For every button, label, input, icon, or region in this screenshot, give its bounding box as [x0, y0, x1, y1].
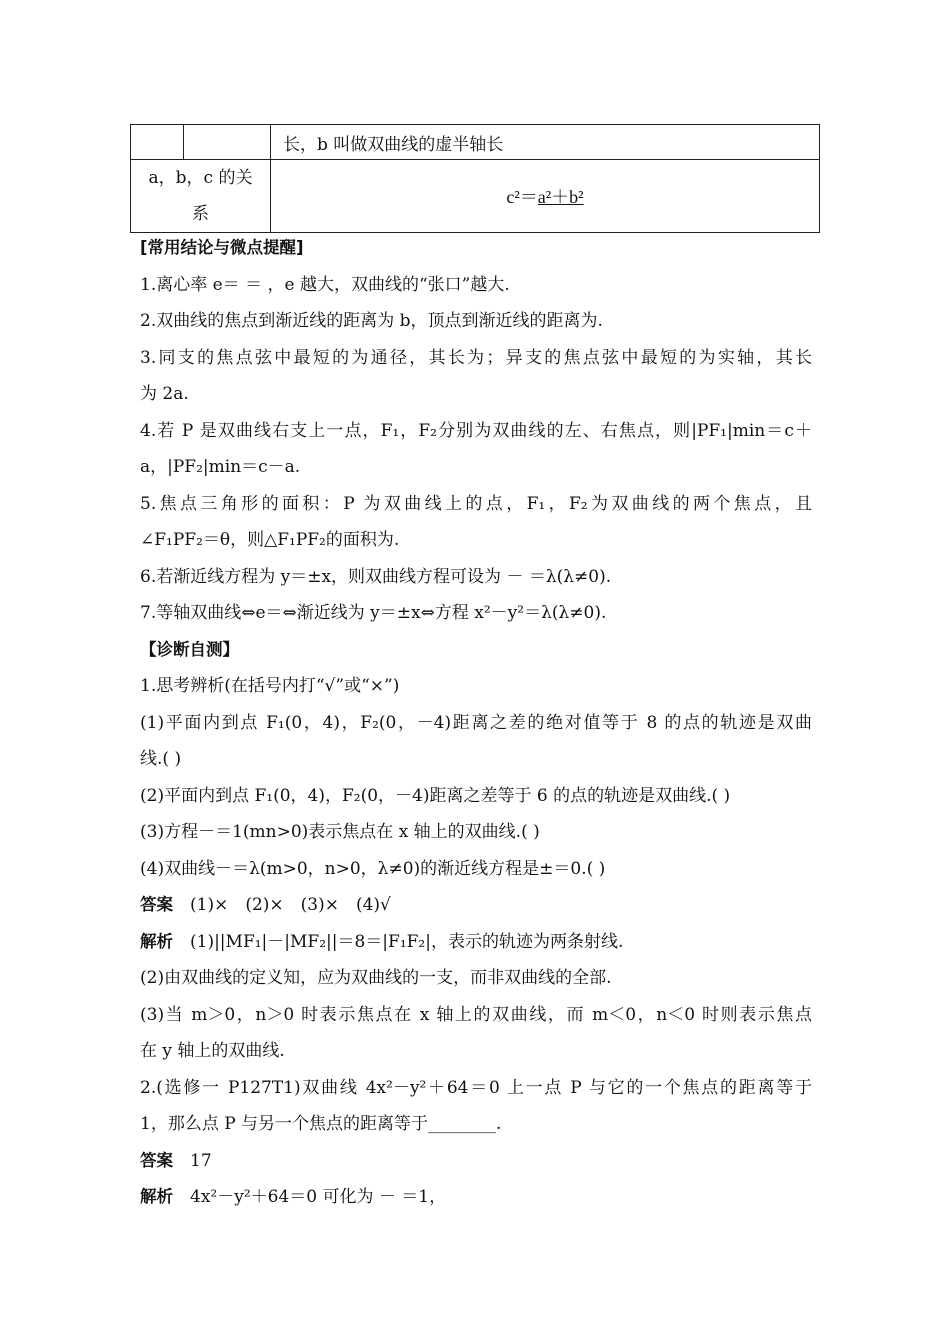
question-text: 2.(选修一 P127T1)双曲线 4x²－y²＋64＝0 上一点 P 与它的一个焦点的距离等于 — [140, 1077, 812, 1098]
table-cell — [184, 125, 271, 160]
list-item: 3.同支的焦点弦中最短的为通径，其长为；异支的焦点弦中最短的为实轴，其长 — [140, 347, 812, 368]
analysis-label: 解析 — [140, 931, 173, 951]
formula-cell — [271, 160, 820, 233]
question-title: 1.思考辨析(在括号内打“√”或“×”) — [140, 676, 400, 696]
section-heading: 【诊断自测】 — [140, 639, 239, 659]
question-item: (4)双曲线－＝λ(m>0，n>0，λ≠0)的渐近线方程是±＝0.( ) — [140, 858, 606, 879]
table-cell — [131, 125, 184, 160]
answer-line — [140, 887, 812, 924]
question-item: (2)平面内到点 F₁(0，4)，F₂(0，－4)距离之差等于 6 的点的轨迹是双曲线.( ) — [140, 785, 731, 806]
table-row — [131, 125, 820, 160]
list-item: 1.离心率 e＝ ＝ ，e 越大，双曲线的“张口”越大. — [140, 274, 510, 295]
list-item: a，|PF₂|min＝c－a. — [140, 457, 301, 477]
question-item: (1)平面内到点 F₁(0，4)，F₂(0，－4)距离之差的绝对值等于 8 的点的轨迹是双曲 — [140, 712, 812, 733]
analysis-text: 在 y 轴上的双曲线. — [140, 1041, 285, 1061]
label-line: a，b，c 的关 — [148, 168, 253, 188]
list-item: 6.若渐近线方程为 y＝±x，则双曲线方程可设为 － ＝λ(λ≠0). — [140, 566, 612, 587]
formula-lhs: c²＝ — [506, 187, 538, 207]
question-item: (3)方程－＝1(mn>0)表示焦点在 x 轴上的双曲线.( ) — [140, 822, 540, 842]
main-content — [140, 230, 812, 1216]
question-item: 线.( ) — [140, 749, 182, 769]
analysis-text: 4x²－y²＋64＝0 可化为 － ＝1， — [190, 1187, 447, 1207]
list-item: 4.若 P 是双曲线右支上一点，F₁，F₂分别为双曲线的左、右焦点，则|PF₁|min＝c＋ — [140, 420, 812, 441]
answer-label: 答案 — [140, 895, 173, 914]
answer-text: (1)× (2)× (3)× (4)√ — [190, 895, 391, 915]
analysis-text: (1)||MF₁|－|MF₂||＝8＝|F₁F₂|，表示的轨迹为两条射线. — [190, 931, 624, 952]
question-text: 1，那么点 P 与另一个焦点的距离等于________. — [140, 1114, 502, 1134]
list-item: 7.等轴双曲线⇔e＝⇔渐近线为 y＝±x⇔方程 x²－y²＝λ(λ≠0). — [140, 603, 607, 623]
label-line: 系 — [192, 204, 209, 224]
answer-text: 17 — [190, 1150, 212, 1171]
analysis-text: (3)当 m＞0，n＞0 时表示焦点在 x 轴上的双曲线，而 m＜0，n＜0 时则表示焦点 — [140, 1004, 812, 1025]
table-cell-label — [131, 160, 271, 233]
answer-line — [140, 1143, 812, 1180]
hyperbola-property-table — [130, 124, 820, 233]
list-item: 2.双曲线的焦点到渐近线的距离为 b，顶点到渐近线的距离为. — [140, 311, 603, 331]
analysis-label: 解析 — [140, 1187, 173, 1206]
list-item: ∠F₁PF₂＝θ，则△F₁PF₂的面积为. — [140, 530, 400, 550]
analysis-text: (2)由双曲线的定义知，应为双曲线的一支，而非双曲线的全部. — [140, 968, 612, 988]
formula-rhs: a²＋b² — [537, 187, 584, 207]
analysis-line — [140, 1179, 812, 1216]
table-cell-text: 长，b 叫做双曲线的虚半轴长 — [271, 125, 820, 160]
list-item: 为 2a. — [140, 384, 189, 404]
analysis-line — [140, 924, 812, 961]
answer-label: 答案 — [140, 1150, 173, 1170]
list-item: 5.焦点三角形的面积：P 为双曲线上的点，F₁，F₂为双曲线的两个焦点，且 — [140, 493, 812, 514]
section-heading: [常用结论与微点提醒] — [140, 238, 304, 257]
table-row — [131, 160, 820, 233]
